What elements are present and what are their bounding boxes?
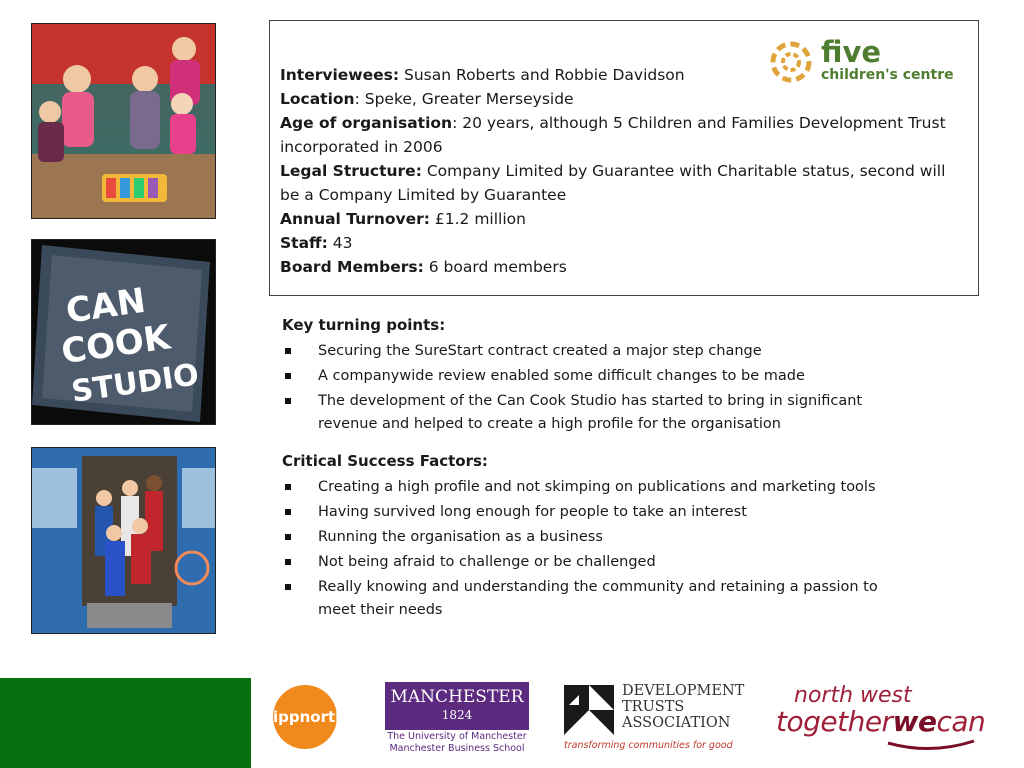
- nw-logo-swoosh-icon: [886, 739, 976, 753]
- list-item: [282, 576, 922, 621]
- nw-logo-can: can: [936, 705, 986, 738]
- legal-structure-label: Legal Structure:: [280, 162, 422, 180]
- manchester-logo-band: [385, 682, 529, 730]
- success-factors-heading: Critical Success Factors:: [282, 452, 488, 470]
- dta-logo-line3: ASSOCIATION: [622, 715, 731, 731]
- interviewees-label: Interviewees:: [280, 66, 400, 84]
- list-item: [282, 365, 922, 388]
- organisation-details: [280, 63, 965, 279]
- turning-points-list: [282, 340, 922, 438]
- age-value: : 20 years, although 5 Children and Families Development Trust incorporated in 2006: [280, 114, 946, 156]
- annual-turnover-value: £1.2 million: [429, 210, 526, 228]
- manchester-logo-name: MANCHESTER: [390, 687, 524, 707]
- board-members-value: 6 board members: [423, 258, 567, 276]
- list-item: [282, 551, 922, 574]
- list-item-text: Securing the SureStart contract created a major step change: [318, 343, 762, 359]
- studio-word-studio: STUDIO: [69, 357, 202, 410]
- list-item-text: Really knowing and understanding the community and retaining a passion to meet their needs: [318, 579, 878, 618]
- list-item-text: Running the organisation as a business: [318, 529, 603, 545]
- interviewees-value: Susan Roberts and Robbie Davidson: [399, 66, 685, 84]
- development-trusts-association-logo: [564, 683, 752, 755]
- age-line: [280, 111, 965, 159]
- bullet-icon: [285, 373, 291, 379]
- bus-children-photo: [31, 447, 216, 634]
- board-members-line: [280, 255, 965, 279]
- five-logo-subtitle: children's centre: [821, 67, 954, 83]
- bullet-icon: [285, 584, 291, 590]
- list-item-text: The development of the Can Cook Studio has started to bring in significant revenue and helped to create a high profile for the organisation: [318, 393, 863, 432]
- organisation-info-box: [269, 20, 979, 296]
- list-item: [282, 476, 922, 499]
- dta-logo-words: [622, 683, 744, 731]
- staff-value: 43: [327, 234, 353, 252]
- bus-children-illustration: [32, 448, 216, 634]
- list-item: [282, 501, 922, 524]
- age-label: Age of organisation: [280, 114, 453, 132]
- dta-logo-line2: TRUSTS: [622, 699, 685, 715]
- legal-structure-value: Company Limited by Guarantee with Charitable status, second will be a Company Limited by Guarantee: [280, 162, 946, 204]
- manchester-logo-business-school: Manchester Business School: [389, 743, 525, 754]
- footer-green-bar: [0, 678, 251, 768]
- location-line: [280, 87, 965, 111]
- manchester-logo-year: 1824: [441, 708, 473, 722]
- bullet-icon: [285, 484, 291, 490]
- interviewees-line: [280, 63, 965, 87]
- staff-line: [280, 231, 965, 255]
- annual-turnover-label: Annual Turnover:: [280, 210, 430, 228]
- bullet-icon: [285, 559, 291, 565]
- list-item-text: Creating a high profile and not skimping on publications and marketing tools: [318, 479, 876, 495]
- north-west-together-we-can-logo: [776, 683, 1012, 755]
- nw-logo-line2: [776, 705, 985, 738]
- annual-turnover-line: [280, 207, 965, 231]
- success-factors-list: [282, 476, 922, 624]
- manchester-university-logo: [385, 682, 529, 756]
- location-label: Location: [280, 90, 355, 108]
- dta-logo-line1: DEVELOPMENT: [622, 683, 745, 699]
- studio-word-cook: COOK: [58, 317, 173, 373]
- family-photo: [31, 23, 216, 219]
- five-logo-word: five: [821, 35, 882, 69]
- location-value: : Speke, Greater Merseyside: [354, 90, 574, 108]
- list-item: [282, 340, 922, 363]
- dta-logo-tagline: transforming communities for good: [564, 740, 733, 751]
- nw-logo-we: we: [892, 705, 937, 738]
- bullet-icon: [285, 348, 291, 354]
- staff-label: Staff:: [280, 234, 328, 252]
- turning-points-heading: Key turning points:: [282, 316, 446, 334]
- list-item-text: Not being afraid to challenge or be challenged: [318, 554, 656, 570]
- dta-mark-icon: [564, 685, 614, 735]
- legal-structure-line: [280, 159, 965, 207]
- list-item-text: Having survived long enough for people to take an interest: [318, 504, 747, 520]
- board-members-label: Board Members:: [280, 258, 424, 276]
- can-cook-studio-photo: [31, 239, 216, 425]
- bullet-icon: [285, 398, 291, 404]
- list-item-text: A companywide review enabled some difficult changes to be made: [318, 368, 805, 384]
- list-item: [282, 526, 922, 549]
- bullet-icon: [285, 509, 291, 515]
- list-item: [282, 390, 922, 435]
- bullet-icon: [285, 534, 291, 540]
- manchester-logo-university: The University of Manchester: [387, 731, 527, 742]
- nw-logo-line1: north west: [794, 683, 912, 708]
- can-cook-studio-illustration: [32, 240, 216, 425]
- family-photo-illustration: [32, 24, 216, 219]
- ippr-north-logo: ippnorth: [273, 685, 337, 749]
- studio-word-can: CAN: [63, 280, 149, 332]
- nw-logo-together: together: [776, 705, 893, 738]
